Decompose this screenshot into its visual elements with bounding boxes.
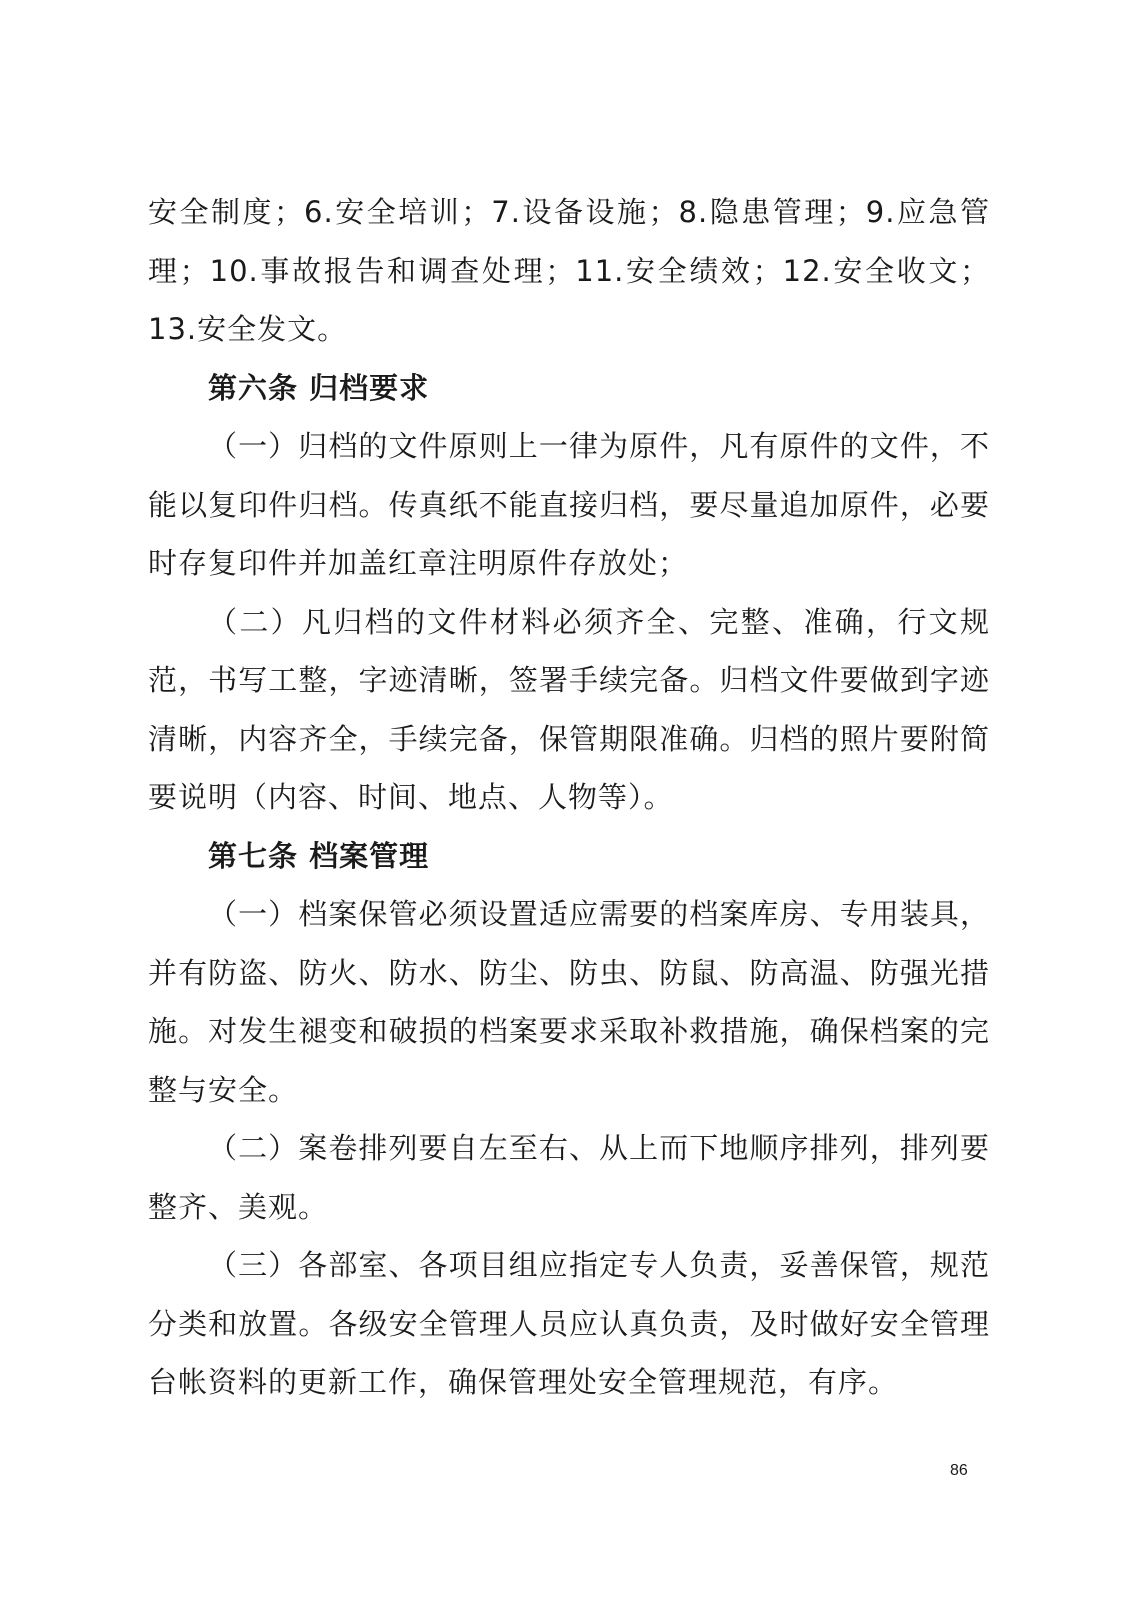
- section-heading-article-7: 第七条 档案管理: [208, 838, 430, 873]
- paragraph-article-7-item-3: （三）各部室、各项目组应指定专人负责，妥善保管，规范分类和放置。各级安全管理人员应认真负责，及时做好安全管理台帐资料的更新工作，确保管理处安全管理规范，有序。: [148, 1248, 990, 1399]
- paragraph-categories-continued: 安全制度；6.安全培训；7.设备设施；8.隐患管理；9.应急管理；10.事故报告和调查处理；11.安全绩效；12.安全收文；13.安全发文。: [148, 195, 990, 346]
- document-body: [148, 183, 990, 1412]
- page-number: 86: [950, 1462, 968, 1479]
- section-heading-article-6: 第六条 归档要求: [208, 370, 430, 405]
- paragraph-article-6-item-2: （二）凡归档的文件材料必须齐全、完整、准确，行文规范，书写工整，字迹清晰，签署手续完备。归档文件要做到字迹清晰，内容齐全，手续完备，保管期限准确。归档的照片要附简要说明（内容、时间、地点、人物等）。: [148, 604, 990, 814]
- paragraph-article-7-item-1: （一）档案保管必须设置适应需要的档案库房、专用装具，并有防盗、防火、防水、防尘、防虫、防鼠、防高温、防强光措施。对发生褪变和破损的档案要求采取补救措施，确保档案的完整与安全。: [148, 897, 990, 1107]
- paragraph-article-7-item-2: （二）案卷排列要自左至右、从上而下地顺序排列，排列要整齐、美观。: [148, 1131, 990, 1224]
- paragraph-article-6-item-1: （一）归档的文件原则上一律为原件，凡有原件的文件，不能以复印件归档。传真纸不能直接归档，要尽量追加原件，必要时存复印件并加盖红章注明原件存放处；: [148, 429, 990, 580]
